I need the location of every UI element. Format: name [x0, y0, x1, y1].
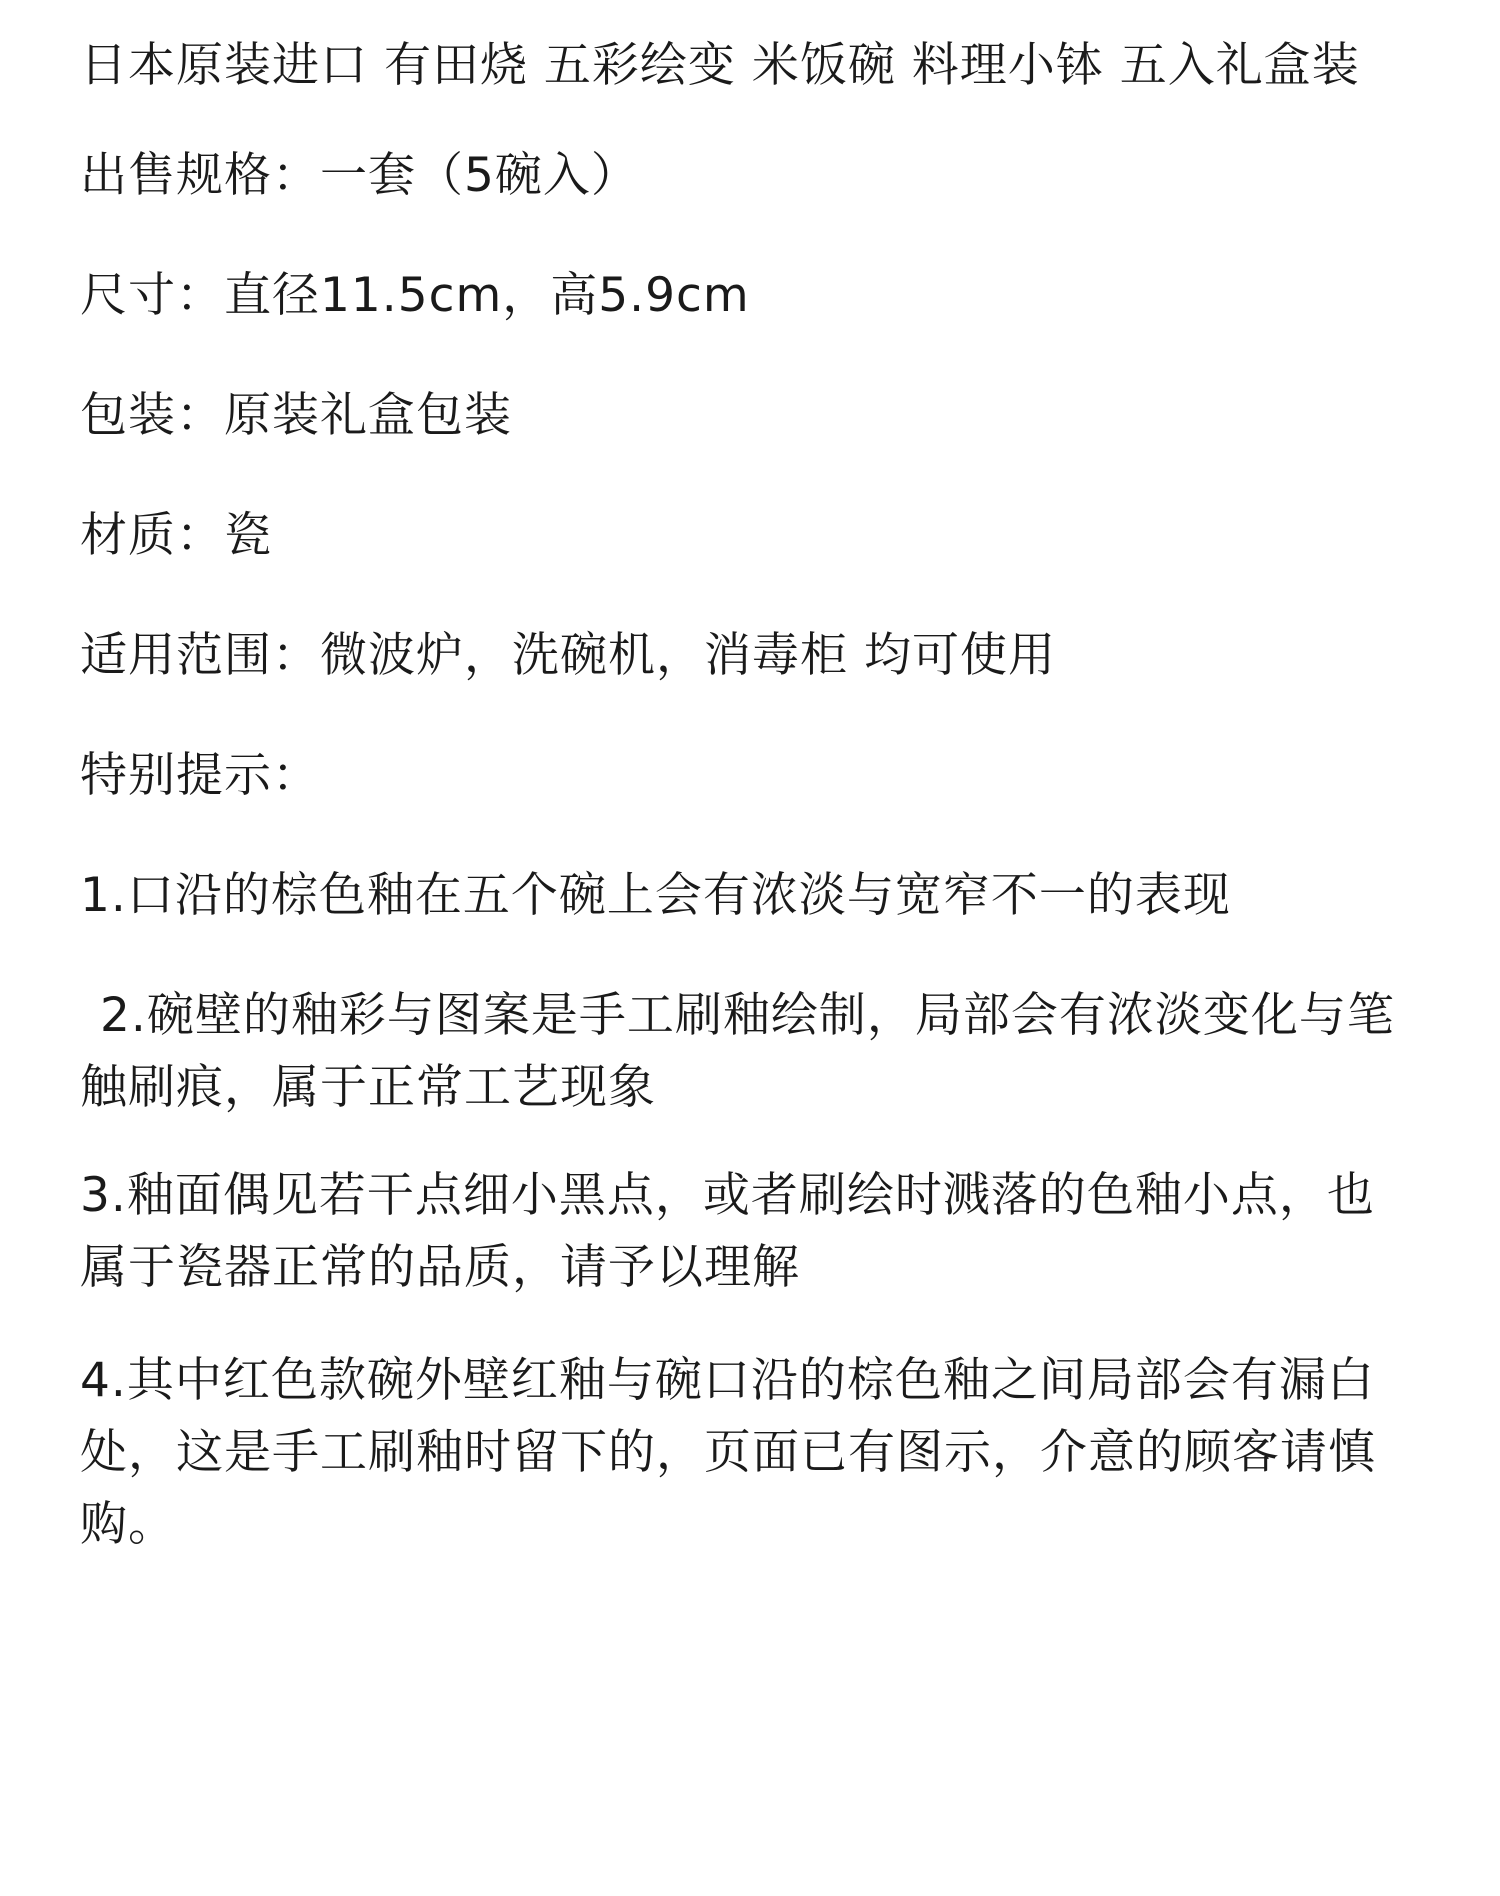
spec-usage: 适用范围：微波炉，洗碗机，消毒柜 均可使用 [80, 628, 1056, 683]
notice-item-4 [80, 1345, 1420, 1561]
spec-packaging: 包装：原装礼盒包装 [80, 388, 512, 443]
notice-line: 属于瓷器正常的品质，请予以理解 [80, 1240, 800, 1295]
spec-size: 尺寸：直径11.5cm，高5.9cm [80, 268, 750, 323]
product-title: 日本原装进口 有田烧 五彩绘变 米饭碗 料理小钵 五入礼盒装 [80, 38, 1360, 93]
notice-heading: 特别提示： [80, 748, 320, 803]
notice-line: 3.釉面偶见若干点细小黑点，或者刷绘时溅落的色釉小点，也 [80, 1168, 1375, 1223]
spec-material: 材质：瓷 [80, 508, 272, 563]
notice-line: 1.口沿的棕色釉在五个碗上会有浓淡与宽窄不一的表现 [80, 868, 1231, 923]
notice-line: 触刷痕，属于正常工艺现象 [80, 1060, 656, 1115]
notice-item-2 [80, 980, 1420, 1124]
notice-item-1 [80, 860, 1420, 932]
notice-line: 处，这是手工刷釉时留下的，页面已有图示，介意的顾客请慎 [80, 1425, 1376, 1480]
notice-line: 4.其中红色款碗外壁红釉与碗口沿的棕色釉之间局部会有漏白 [80, 1353, 1375, 1408]
notice-line: 2.碗壁的釉彩与图案是手工刷釉绘制，局部会有浓淡变化与笔 [100, 988, 1395, 1043]
notice-line: 购。 [80, 1497, 176, 1552]
spec-sale-unit: 出售规格：一套（5碗入） [80, 148, 639, 203]
notice-item-3 [80, 1160, 1420, 1304]
